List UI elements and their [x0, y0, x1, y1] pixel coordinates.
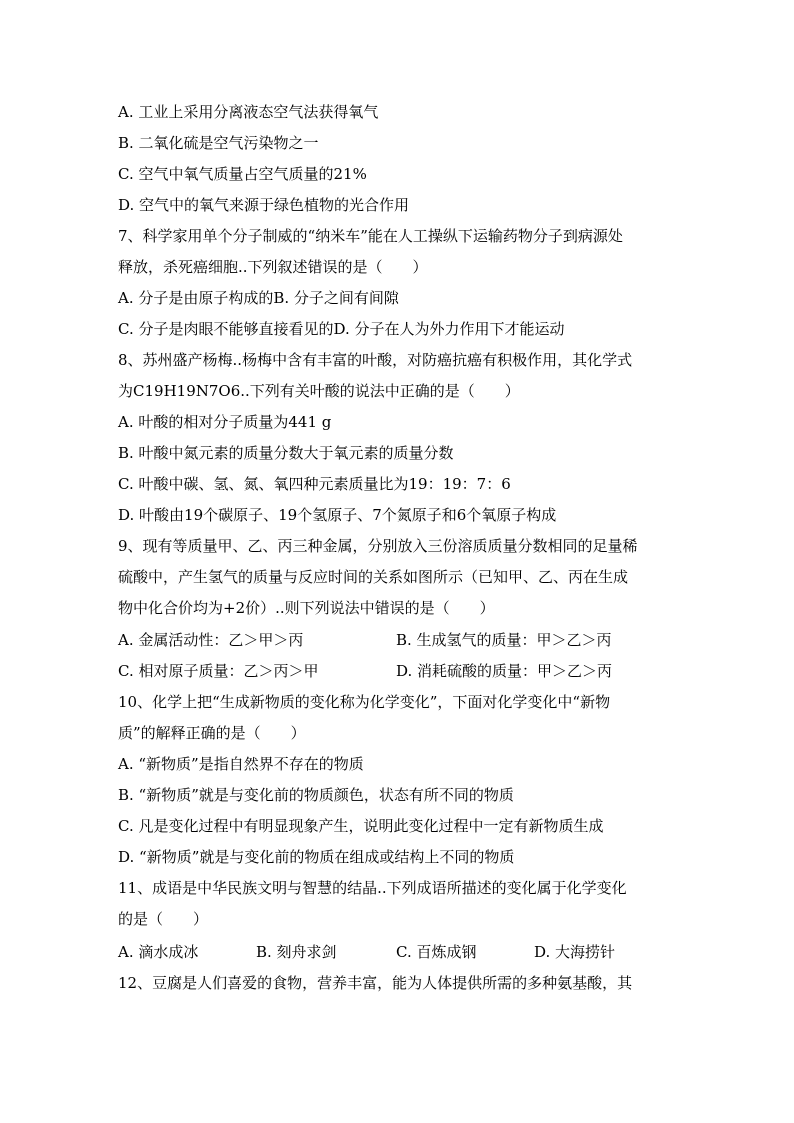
q7-options-cd: C. 分子是肉眼不能够直接看见的D. 分子在人为外力作用下才能运动 — [118, 320, 565, 338]
q6-option-a: A. 工业上采用分离液态空气法获得氧气 — [118, 103, 379, 121]
q9-stem-line-1: 9、现有等质量甲、乙、丙三种金属，分别放入三份溶质质量分数相同的足量稀 — [118, 537, 638, 555]
q9-option-b: B. 生成氢气的质量：甲＞乙＞丙 — [396, 631, 612, 649]
q12-stem-line-1: 12、豆腐是人们喜爱的食物，营养丰富，能为人体提供所需的多种氨基酸，其 — [118, 974, 633, 992]
q8-option-a: A. 叶酸的相对分子质量为441 g — [118, 413, 332, 431]
q9-option-a: A. 金属活动性：乙＞甲＞丙 — [118, 631, 304, 649]
q7-stem-line-2: 释放，杀死癌细胞..下列叙述错误的是（ ） — [118, 258, 428, 276]
q11-option-c: C. 百炼成钢 — [396, 943, 477, 961]
q10-stem-line-1: 10、化学上把“生成新物质的变化称为化学变化”，下面对化学变化中“新物 — [118, 693, 611, 711]
q8-option-c: C. 叶酸中碳、氢、氮、氧四种元素质量比为19：19：7：6 — [118, 475, 511, 493]
q9-stem-line-3: 物中化合价均为+2价）..则下列说法中错误的是（ ） — [118, 599, 495, 617]
q11-stem-line-1: 11、成语是中华民族文明与智慧的结晶..下列成语所描述的变化属于化学变化 — [118, 879, 627, 897]
q10-stem-line-2: 质”的解释正确的是（ ） — [118, 724, 306, 742]
q6-option-b: B. 二氧化硫是空气污染物之一 — [118, 134, 319, 152]
q11-option-a: A. 滴水成冰 — [118, 943, 199, 961]
q10-option-c: C. 凡是变化过程中有明显现象产生，说明此变化过程中一定有新物质生成 — [118, 817, 604, 835]
q6-option-c: C. 空气中氧气质量占空气质量的21% — [118, 165, 367, 183]
q8-option-b: B. 叶酸中氮元素的质量分数大于氧元素的质量分数 — [118, 444, 454, 462]
q11-option-d: D. 大海捞针 — [534, 943, 616, 961]
q7-options-ab: A. 分子是由原子构成的B. 分子之间有间隙 — [118, 289, 399, 307]
q9-option-c: C. 相对原子质量：乙＞丙＞甲 — [118, 662, 319, 680]
q8-stem-line-1: 8、苏州盛产杨梅..杨梅中含有丰富的叶酸，对防癌抗癌有积极作用，其化学式 — [118, 351, 633, 369]
q10-option-d: D. “新物质”就是与变化前的物质在组成或结构上不同的物质 — [118, 848, 515, 866]
q9-option-d: D. 消耗硫酸的质量：甲＞乙＞丙 — [396, 662, 613, 680]
q6-option-d: D. 空气中的氧气来源于绿色植物的光合作用 — [118, 196, 410, 214]
q8-stem-line-2: 为C19H19N7O6..下列有关叶酸的说法中正确的是（ ） — [118, 382, 520, 400]
q10-option-a: A. “新物质”是指自然界不存在的物质 — [118, 755, 364, 773]
q9-stem-line-2: 硫酸中，产生氢气的质量与反应时间的关系如图所示（已知甲、乙、丙在生成 — [118, 568, 629, 586]
q11-stem-line-2: 的是（ ） — [118, 910, 209, 928]
q8-option-d: D. 叶酸由19个碳原子、19个氢原子、7个氮原子和6个氧原子构成 — [118, 506, 557, 524]
q7-stem-line-1: 7、科学家用单个分子制威的“纳米车”能在人工操纵下运输药物分子到病源处 — [118, 227, 623, 245]
q11-option-b: B. 刻舟求剑 — [256, 943, 337, 961]
q10-option-b: B. “新物质”就是与变化前的物质颜色，状态有所不同的物质 — [118, 786, 514, 804]
